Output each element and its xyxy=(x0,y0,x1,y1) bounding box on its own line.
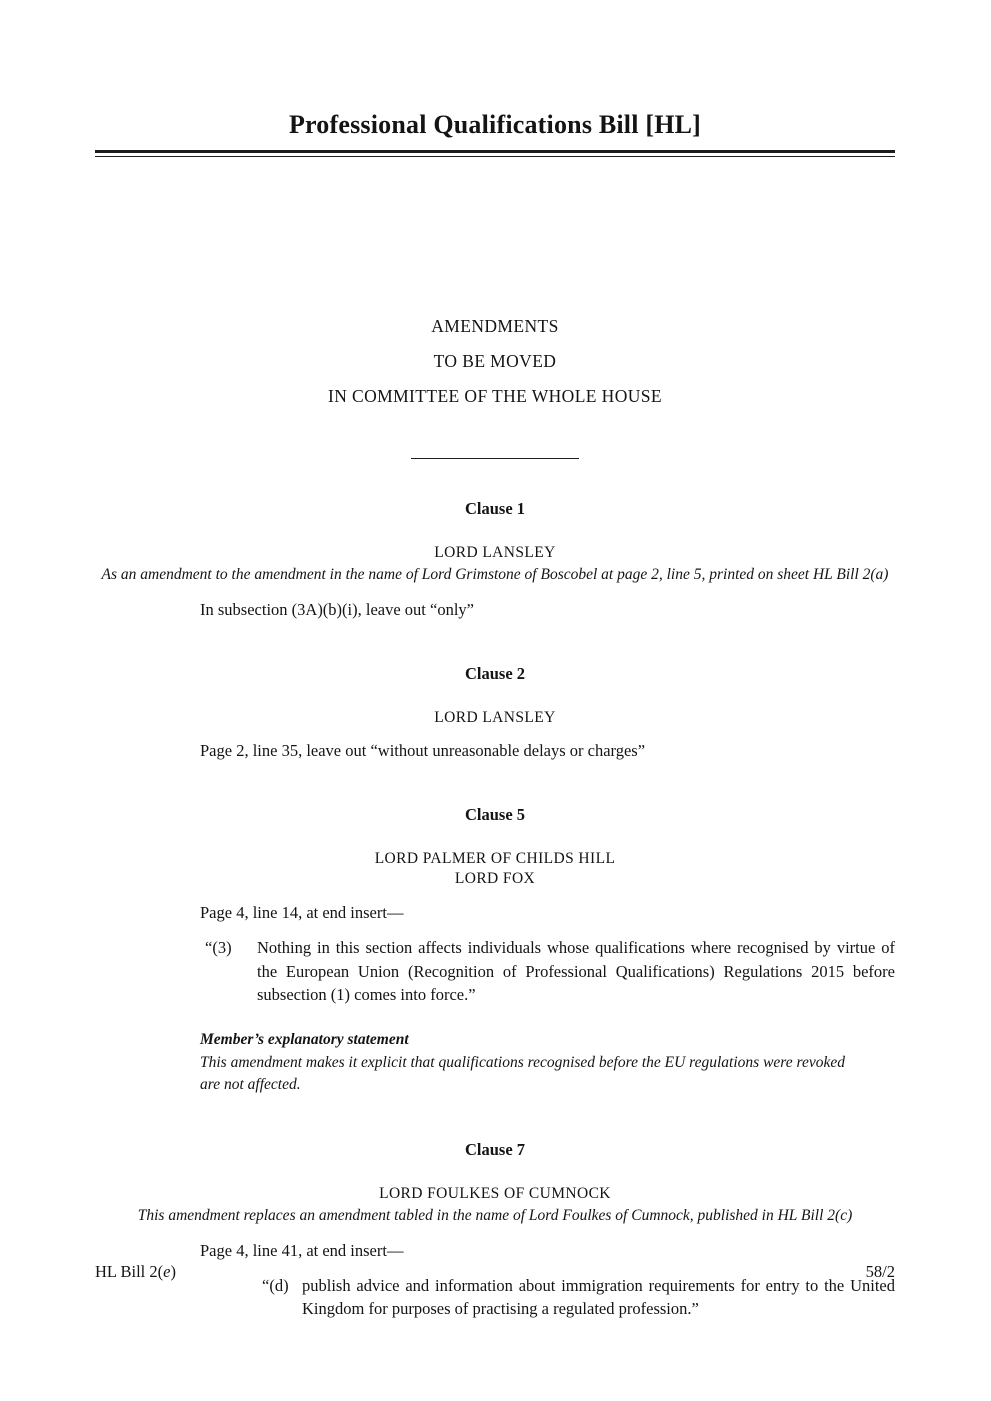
clause-7-note: This amendment replaces an amendment tabled in the name of Lord Foulkes of Cumnock, published in HL Bill 2(c) xyxy=(137,1206,853,1224)
clause-5-insert-text: Nothing in this section affects individuals whose qualifications where recognised by virtue of the European Union (Recognition of Professional Qualifications) Regulations 2015 before subsection (1) comes into force.” xyxy=(257,938,895,1004)
clause-7-heading: Clause 7 xyxy=(464,1139,526,1159)
clause-1-amendment-text: In subsection (3A)(b)(i), leave out “only” xyxy=(200,600,474,619)
clause-5-insert-block xyxy=(205,936,895,1007)
clause-5-lead: Page 4, line 14, at end insert— xyxy=(200,903,404,922)
footer-bill-suffix: ) xyxy=(170,1262,176,1281)
clause-1-sponsor: LORD LANSLEY xyxy=(434,544,556,561)
explanatory-text: This amendment makes it explicit that qualifications recognised before the EU regulations were revoked are not affected. xyxy=(200,1053,845,1093)
section-divider xyxy=(411,458,579,459)
heading-to-be-moved: TO BE MOVED xyxy=(433,351,557,371)
footer-sheet-number: 58/2 xyxy=(865,1262,895,1281)
clause-7-insert-text: publish advice and information about immigration requirements for entry to the United Kingdom for purposes of practising a regulated profession.” xyxy=(302,1275,895,1318)
heading-committee: IN COMMITTEE OF THE WHOLE HOUSE xyxy=(327,386,663,406)
title-rule-thick xyxy=(95,150,895,153)
footer-bill-prefix: HL Bill 2( xyxy=(95,1262,164,1281)
bill-title: Professional Qualifications Bill [HL] xyxy=(288,110,702,139)
clause-1-heading: Clause 1 xyxy=(464,499,526,518)
footer-bill-number xyxy=(95,1262,176,1282)
clause-5-insert-marker: “(3) xyxy=(205,938,232,957)
clause-5-heading: Clause 5 xyxy=(464,805,526,824)
footer-bill-italic: e xyxy=(163,1262,171,1281)
clause-7-sponsor: LORD FOULKES OF CUMNOCK xyxy=(379,1184,611,1202)
amendments-heading-block xyxy=(95,309,895,414)
title-rule-thin xyxy=(95,156,895,157)
heading-amendments: AMENDMENTS xyxy=(431,316,559,336)
explanatory-statement xyxy=(200,1031,868,1096)
clause-2-sponsor: LORD LANSLEY xyxy=(434,709,556,726)
clause-2-heading: Clause 2 xyxy=(464,664,526,683)
clause-7-insert-marker: “(d) xyxy=(262,1275,289,1295)
explanatory-heading: Member’s explanatory statement xyxy=(200,1030,409,1048)
page-footer xyxy=(95,1262,895,1282)
clause-5-sponsor-2: LORD FOX xyxy=(454,870,536,887)
clause-2-amendment-text: Page 2, line 35, leave out “without unreasonable delays or charges” xyxy=(200,741,646,760)
clause-5-sponsor-1: LORD PALMER OF CHILDS HILL xyxy=(374,850,616,867)
clause-1-note: As an amendment to the amendment in the name of Lord Grimstone of Boscobel at page 2, line 5, printed on sheet HL Bill 2(a) xyxy=(101,566,889,583)
clause-7-lead: Page 4, line 41, at end insert— xyxy=(200,1240,404,1260)
